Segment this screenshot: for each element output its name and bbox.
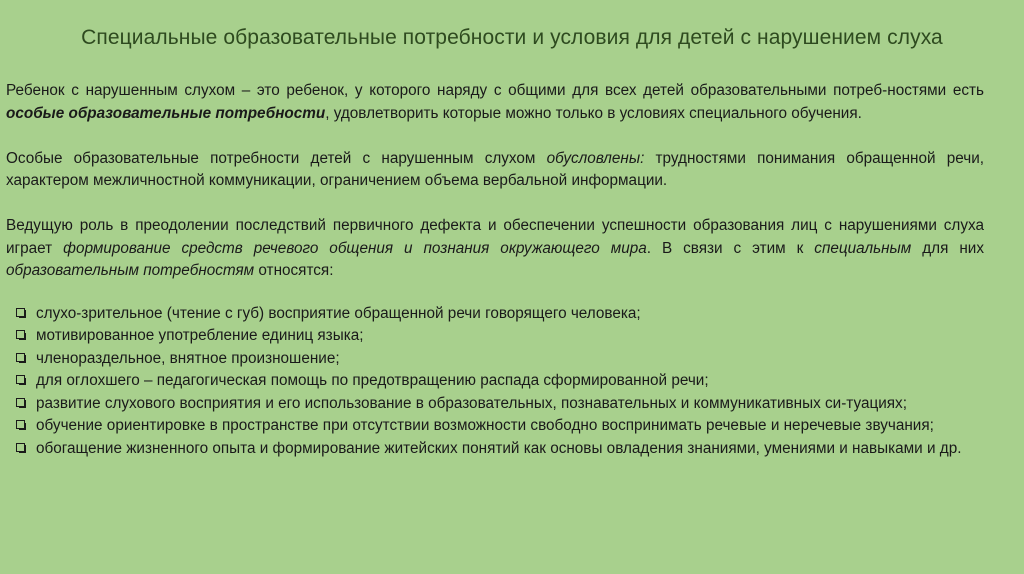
list-item (6, 303, 984, 326)
slide-title: Специальные образовательные потребности и условия для детей с нарушением слуха (81, 26, 943, 49)
list-item (6, 415, 984, 438)
paragraph-3-emphasis-2: специальным (814, 239, 912, 257)
paragraph-2 (6, 148, 984, 193)
paragraph-2-text-a: Особые образовательные потребности детей с нарушенным слухом (6, 149, 547, 167)
checkbox-bullet-icon (16, 443, 25, 452)
list-item-text: обогащение жизненного опыта и формирование житейских понятий как основы овладения знаниями, умениями и навыками и др. (36, 439, 962, 457)
paragraph-1 (6, 80, 984, 125)
list-item-text: для оглохшего – педагогическая помощь по предотвращению распада сформированной речи; (36, 372, 709, 389)
paragraph-3-text-d: относятся: (254, 262, 334, 279)
checkbox-bullet-icon (16, 330, 25, 339)
list-item (6, 438, 984, 461)
list-item (6, 393, 984, 416)
list-item-text: слухо-зрительное (чтение с губ) восприятие обращенной речи говорящего человека; (36, 304, 641, 322)
list-item (6, 325, 984, 348)
paragraph-2-text-b: трудностями понимания обращенной речи, характером межличностной коммуникации, ограничением объема вербальной информации. (6, 149, 984, 189)
paragraph-3-emphasis-1: формирование средств речевого общения и познания окружающего мира (63, 239, 647, 257)
paragraph-3 (6, 215, 984, 283)
slide-content (6, 80, 984, 460)
paragraph-1-text-a: Ребенок с нарушенным слухом – это ребенок, у которого наряду с общими для всех детей образовательными потреб-ностями есть (6, 82, 984, 99)
paragraph-1-emphasis: особые образовательные потребности (6, 104, 326, 122)
checkbox-bullet-icon (16, 420, 25, 429)
list-item-text: обучение ориентировке в пространстве при отсутствии возможности свободно воспринимать речевые и неречевые звучания; (36, 417, 934, 434)
needs-list (6, 303, 984, 461)
checkbox-bullet-icon (16, 398, 25, 407)
checkbox-bullet-icon (16, 353, 25, 362)
checkbox-bullet-icon (16, 375, 25, 384)
paragraph-1-text-b: , удовлетворить которые можно только в условиях специального обучения. (325, 104, 862, 122)
paragraph-2-emphasis: обусловлены: (546, 149, 645, 167)
list-item-text: мотивированное употребление единиц языка; (36, 327, 364, 344)
paragraph-3-text-a: Ведущую роль в преодолении последствий первичного дефекта и обеспечении успешности образования лиц с нарушениями слуха играет (6, 217, 984, 257)
paragraph-3-text-b: . В связи с этим к (646, 239, 815, 257)
checkbox-bullet-icon (16, 308, 25, 317)
paragraph-3-text-c: для них (911, 239, 984, 257)
list-item (6, 370, 984, 393)
list-item-text: членораздельное, внятное произношение; (36, 349, 340, 367)
list-item (6, 348, 984, 371)
list-item-text: развитие слухового восприятия и его использование в образовательных, познавательных и коммуникативных си-туациях; (36, 394, 907, 412)
paragraph-3-emphasis-3: образовательным потребностям (6, 262, 255, 279)
